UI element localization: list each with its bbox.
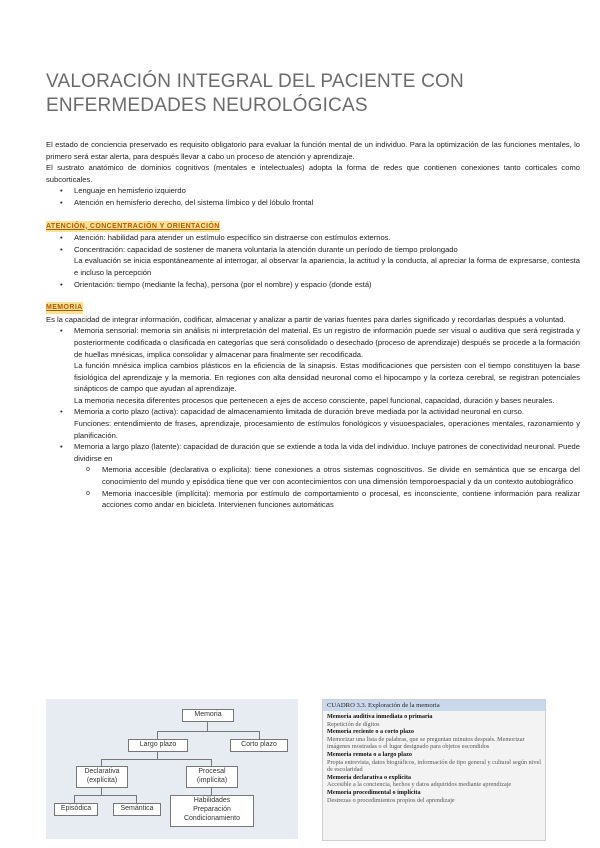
table-row-heading: Memoria reciente o a corto plazo (327, 728, 414, 736)
declarative-node: Declarativa (explícita) (76, 766, 128, 788)
table-header: CUADRO 3.3. Exploración de la memoria (323, 700, 545, 711)
table-row-detail: Accesible a la conciencia, hechos y datos adquiridos mediante aprendizaje (327, 781, 512, 789)
short-term-node: Corto plazo (230, 739, 288, 752)
document-body (46, 139, 580, 511)
semantic-node: Semántica (113, 803, 161, 816)
list-item: • Memoria sensorial: memoria sin análisis ni interpretación del material. Es un registro de información puede ser visual o auditiva que será registrada y posteriormente codificada o clasificada en categorías que será consolidado o desechado (proceso de aprendizaje) después se procede a la formación de huellas mnésicas, implica consolidar y almacenar para finalmente ser recodificada. (46, 325, 580, 360)
sublist-item: o Memoria accesible (declarativa o explícita): tiene conexiones a otros sistemas cognoscitivos. Se divide en semántica que se encarga del conocimiento del mundo y episódica tiene que ver con acontecimientos con una dimensión temporoespacial y da un contexto autobiográfico (46, 464, 580, 487)
table-row-heading: Memoria auditiva inmediata o primaria (327, 713, 433, 720)
attention-list (46, 232, 580, 290)
section-heading-memory: MEMORIA (46, 302, 83, 314)
list-subparagraph: La memoria necesita diferentes procesos que pertenecen a ejes de acceso consciente, papel funcional, capacidad, duración y bases neurales. (74, 395, 555, 405)
evaluation-text: La evaluación se inicia espontáneamente al interrogar, al observar la apariencia, la actitud y la conducta, al apreciar la forma de expresarse, contesta e incluso la percepción (74, 256, 580, 277)
list-item: • Memoria a corto plazo (activa): capacidad de almacenamiento limitada de duración breve mediada por la actividad neuronal en curso. (46, 406, 580, 418)
sublist-item: o Memoria inaccesible (implícita): memoria por estímulo de comportamiento o procesal, es inconsciente, contiene información para realizar acciones como andar en bicicleta. Intervienen funciones automáticas (46, 488, 580, 511)
figures-row (46, 699, 552, 839)
list-item (46, 244, 580, 256)
table-row-heading: Memoria declarativa o explícita (327, 773, 412, 781)
list-item: • Memoria a largo plazo (latente): capacidad de duración que se extiende a toda la vida del individuo. Incluye patrones de conectividad neuronal. Puede dividirse en (46, 441, 580, 464)
table-row-heading: Memoria procedimental o implícita (327, 788, 421, 796)
list-item: • Orientación: tiempo (mediante la fecha), persona (por el nombre) y espacio (donde está) (46, 279, 580, 291)
list-item: • Lenguaje en hemisferio izquierdo (46, 185, 580, 197)
long-term-node: Largo plazo (128, 739, 188, 752)
section-heading-attention: ATENCIÓN, CONCENTRACIÓN Y ORIENTACIÓN (46, 221, 220, 233)
table-row-detail: Repetición de dígitos (327, 720, 380, 728)
list-item: • Atención: habilidad para atender un estímulo específico sin distraerse con estímulos externos. (46, 232, 580, 244)
table-body (323, 711, 545, 806)
intro-list (46, 185, 580, 208)
table-row-detail: Destrezas o procedimientos propios del aprendizaje (327, 796, 455, 804)
list-item: • Atención en hemisferio derecho, del sistema límbico y del lóbulo frontal (46, 197, 580, 209)
memory-diagram (46, 699, 298, 839)
memory-intro: Es la capacidad de integrar información, codificar, almacenar y analizar a partir de varias fuentes para darles significado y recordarlas después a voluntad. (46, 314, 566, 324)
memory-exploration-table (322, 699, 546, 841)
list-subparagraph: La función mnésica implica cambios plásticos en la eficiencia de la sinapsis. Estas modificaciones que persisten con el tiempo constituyen la base fisiológica del aprendizaje y la memoria. En regiones con alta densidad neuronal como el hipocampo y la corteza cerebral, se registran potenciales sinápticos de campo que ayudan al aprendizaje. (74, 361, 580, 394)
intro-paragraph-2: El sustrato anatómico de dominios cognitivos (mentales e intelectuales) adopta la forma de redes que contienen conexiones tanto corticales como subcorticales. (46, 163, 580, 184)
concentration-text: Concentración: capacidad de sostener de manera voluntaria la atención durante un período de tiempo prolongado (74, 244, 458, 254)
page-title: VALORACIÓN INTEGRAL DEL PACIENTE CON ENFERMEDADES NEUROLÓGICAS (46, 71, 464, 116)
list-subparagraph: Funciones: entendimiento de frases, aprendizaje, procesamiento de estímulos fonológicos y visuoespaciales, operaciones mentales, razonamiento y planificación. (74, 419, 580, 440)
episodic-node: Episódica (54, 803, 98, 816)
skills-node: Habilidades Preparación Condicionamiento (170, 795, 254, 827)
table-row-detail: Propia entrevista, datos biográficos, información de tipo general y cultural según nivel de escolaridad (327, 758, 541, 774)
table-row-heading: Memoria remota o a largo plazo (327, 750, 412, 758)
intro-paragraph-1: El estado de conciencia preservado es requisito obligatorio para evaluar la función mental de un individuo. Para la optimización de las funciones mentales, lo primero será estar alerta, para después llevar a cabo un proceso de atención y aprendizaje. (46, 140, 580, 161)
memory-list (46, 325, 580, 511)
memory-node: Memoria (182, 709, 234, 722)
procedural-node: Procesal (implícita) (186, 766, 238, 788)
table-row-detail: Memorizar una lista de palabras, que se preguntan minutos después. Memorizar imágenes mostradas o el lugar designado para objetos escondidos (327, 735, 525, 751)
